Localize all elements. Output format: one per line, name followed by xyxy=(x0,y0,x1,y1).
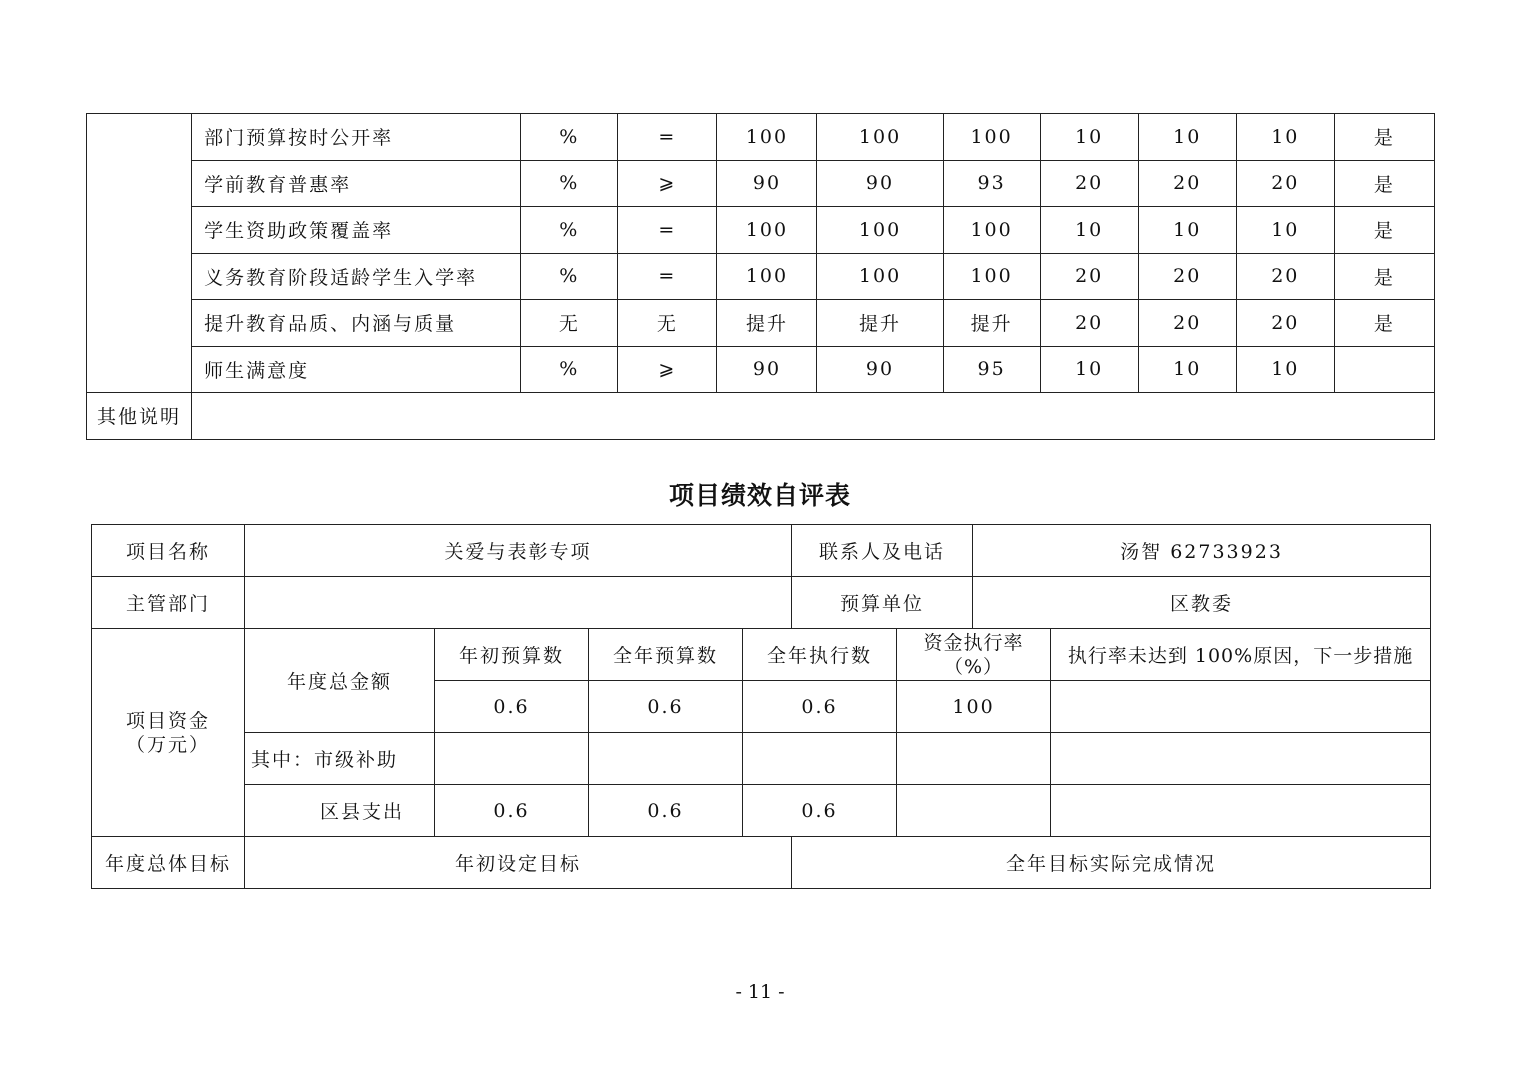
operator-cell: ⩾ xyxy=(618,160,717,207)
city-executed xyxy=(743,733,897,785)
indicator-table xyxy=(86,113,1435,440)
indicator-category-cell xyxy=(87,114,192,393)
operator-cell: 无 xyxy=(618,300,717,347)
indicator-name-cell: 学前教育普惠率 xyxy=(192,160,521,207)
achieved-cell: 是 xyxy=(1334,160,1434,207)
other-notes-label: 其他说明 xyxy=(87,393,192,440)
page-number: - 11 - xyxy=(735,981,785,1003)
weight-cell: 10 xyxy=(1040,207,1138,254)
city-initial xyxy=(435,733,589,785)
actual-value-cell: 100 xyxy=(943,253,1040,300)
goal-actual-header: 全年目标实际完成情况 xyxy=(792,837,1431,889)
operator-cell: = xyxy=(618,253,717,300)
district-expense-label: 区县支出 xyxy=(245,785,435,837)
unit-cell: % xyxy=(521,253,618,300)
total-full-year: 0.6 xyxy=(589,681,743,733)
indicator-name-cell: 义务教育阶段适龄学生入学率 xyxy=(192,253,521,300)
target-value-cell: 90 xyxy=(717,346,817,393)
unit-cell: % xyxy=(521,114,618,161)
unit-cell: % xyxy=(521,207,618,254)
annual-target-cell: 90 xyxy=(817,160,943,207)
actual-value-cell: 93 xyxy=(943,160,1040,207)
indicator-name-cell: 学生资助政策覆盖率 xyxy=(192,207,521,254)
city-full-year xyxy=(589,733,743,785)
weight-cell: 20 xyxy=(1040,160,1138,207)
indicator-name-cell: 提升教育品质、内涵与质量 xyxy=(192,300,521,347)
col-execution-rate-line1: 资金执行率 xyxy=(923,631,1024,654)
indicator-row xyxy=(87,160,1435,207)
weight-cell: 20 xyxy=(1040,300,1138,347)
weight-cell: 20 xyxy=(1040,253,1138,300)
score-b-cell: 10 xyxy=(1236,346,1334,393)
actual-value-cell: 100 xyxy=(943,114,1040,161)
department-label: 主管部门 xyxy=(92,577,245,629)
total-rate: 100 xyxy=(897,681,1051,733)
annual-target-cell: 100 xyxy=(817,207,943,254)
project-name-value: 关爱与表彰专项 xyxy=(245,525,792,577)
indicator-row xyxy=(87,253,1435,300)
budget-unit-value: 区教委 xyxy=(973,577,1431,629)
achieved-cell xyxy=(1334,346,1434,393)
score-b-cell: 20 xyxy=(1236,253,1334,300)
col-execution-rate xyxy=(897,629,1051,681)
unit-cell: 无 xyxy=(521,300,618,347)
district-rate xyxy=(897,785,1051,837)
project-funds-label-line2: （万元） xyxy=(125,733,210,756)
city-subsidy-label: 其中：市级补助 xyxy=(245,733,435,785)
annual-goal-label: 年度总体目标 xyxy=(92,837,245,889)
funds-header-row xyxy=(92,629,1431,681)
indicator-row xyxy=(87,114,1435,161)
indicator-row xyxy=(87,207,1435,254)
contact-value: 汤智 62733923 xyxy=(973,525,1431,577)
eval-table-title: 项目绩效自评表 xyxy=(668,481,851,510)
score-a-cell: 10 xyxy=(1138,207,1236,254)
other-notes-value xyxy=(192,393,1435,440)
actual-value-cell: 100 xyxy=(943,207,1040,254)
score-a-cell: 10 xyxy=(1138,114,1236,161)
target-value-cell: 100 xyxy=(717,253,817,300)
annual-target-cell: 100 xyxy=(817,114,943,161)
district-full-year: 0.6 xyxy=(589,785,743,837)
indicator-name-cell: 部门预算按时公开率 xyxy=(192,114,521,161)
indicator-table-body xyxy=(87,114,1435,440)
other-notes-row xyxy=(87,393,1435,440)
col-reason: 执行率未达到 100%原因，下一步措施 xyxy=(1051,629,1431,681)
annual-target-cell: 90 xyxy=(817,346,943,393)
city-reason xyxy=(1051,733,1431,785)
indicator-name-cell: 师生满意度 xyxy=(192,346,521,393)
operator-cell: = xyxy=(618,114,717,161)
total-executed: 0.6 xyxy=(743,681,897,733)
annual-total-label: 年度总金额 xyxy=(245,629,435,733)
target-value-cell: 提升 xyxy=(717,300,817,347)
col-initial-budget: 年初预算数 xyxy=(435,629,589,681)
district-expense-row xyxy=(92,785,1431,837)
operator-cell: ⩾ xyxy=(618,346,717,393)
score-b-cell: 10 xyxy=(1236,207,1334,254)
score-a-cell: 20 xyxy=(1138,160,1236,207)
project-eval-table xyxy=(91,524,1431,889)
col-full-year-budget: 全年预算数 xyxy=(589,629,743,681)
operator-cell: = xyxy=(618,207,717,254)
actual-value-cell: 提升 xyxy=(943,300,1040,347)
annual-target-cell: 100 xyxy=(817,253,943,300)
target-value-cell: 90 xyxy=(717,160,817,207)
col-execution-rate-line2: （%） xyxy=(943,655,1004,678)
annual-target-cell: 提升 xyxy=(817,300,943,347)
project-name-label: 项目名称 xyxy=(92,525,245,577)
budget-unit-label: 预算单位 xyxy=(792,577,973,629)
unit-cell: % xyxy=(521,346,618,393)
city-rate xyxy=(897,733,1051,785)
city-subsidy-row xyxy=(92,733,1431,785)
score-b-cell: 10 xyxy=(1236,114,1334,161)
indicator-row xyxy=(87,346,1435,393)
project-funds-label-line1: 项目资金 xyxy=(125,709,210,732)
total-reason xyxy=(1051,681,1431,733)
score-a-cell: 10 xyxy=(1138,346,1236,393)
achieved-cell: 是 xyxy=(1334,114,1434,161)
target-value-cell: 100 xyxy=(717,207,817,254)
unit-cell: % xyxy=(521,160,618,207)
achieved-cell: 是 xyxy=(1334,300,1434,347)
score-b-cell: 20 xyxy=(1236,300,1334,347)
project-name-row xyxy=(92,525,1431,577)
project-funds-label xyxy=(92,629,245,837)
total-initial: 0.6 xyxy=(435,681,589,733)
score-a-cell: 20 xyxy=(1138,300,1236,347)
district-reason xyxy=(1051,785,1431,837)
actual-value-cell: 95 xyxy=(943,346,1040,393)
contact-label: 联系人及电话 xyxy=(792,525,973,577)
goal-initial-header: 年初设定目标 xyxy=(245,837,792,889)
col-executed: 全年执行数 xyxy=(743,629,897,681)
indicator-row xyxy=(87,300,1435,347)
achieved-cell: 是 xyxy=(1334,207,1434,254)
district-initial: 0.6 xyxy=(435,785,589,837)
district-executed: 0.6 xyxy=(743,785,897,837)
weight-cell: 10 xyxy=(1040,114,1138,161)
score-a-cell: 20 xyxy=(1138,253,1236,300)
score-b-cell: 20 xyxy=(1236,160,1334,207)
target-value-cell: 100 xyxy=(717,114,817,161)
department-value xyxy=(245,577,792,629)
department-row xyxy=(92,577,1431,629)
annual-goal-row xyxy=(92,837,1431,889)
weight-cell: 10 xyxy=(1040,346,1138,393)
achieved-cell: 是 xyxy=(1334,253,1434,300)
